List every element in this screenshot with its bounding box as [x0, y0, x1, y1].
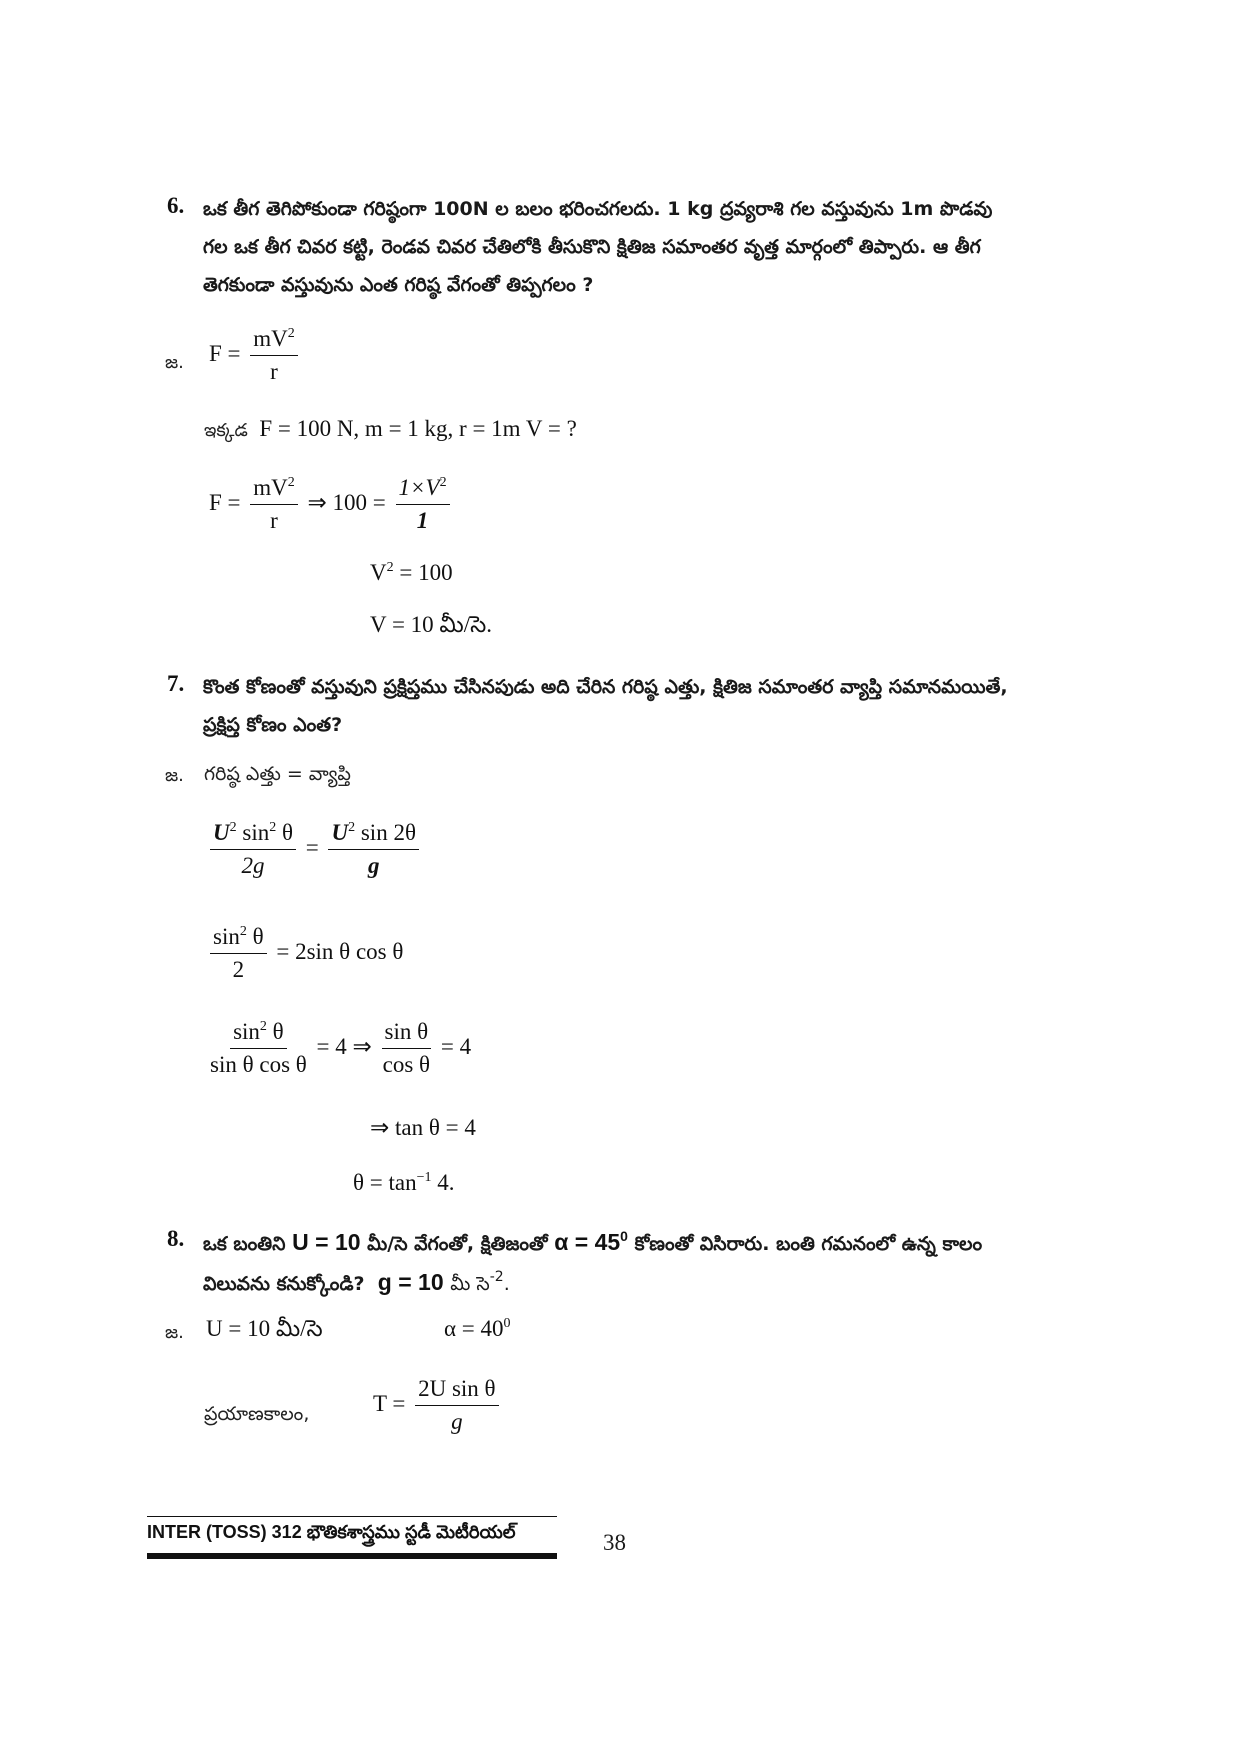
answer-8-label: జ. [165, 1322, 184, 1343]
footer-rule-thick [147, 1553, 557, 1559]
answer-7-intro: గరిష్ఠ ఎత్తు = వ్యాప్తి [204, 763, 351, 785]
answer-6-label: జ. [165, 352, 184, 373]
answer-7-eq1: $\frac{U^2 \sin^2 \theta}{2g}$ = $\frac{U^2 \sin 2\theta}{g}$ [206, 820, 423, 879]
answer-6-given: ఇక్కడ F = 100 N, m = 1 kg, r = 1m V = ? [204, 416, 577, 441]
question-6-line-3: తెగకుండా వస్తువును ఎంత గరిష్ఠ వేగంతో తిప్పగలం ? [203, 274, 594, 296]
answer-7-eq2: $\frac{\sin^2 \theta}{2}$ = 2sin θ cos θ [206, 924, 403, 983]
footer-rule-thin [147, 1516, 557, 1517]
answer-6-v-squared: $V^2 = 100$ [370, 560, 453, 585]
answer-8-u-value: U = 10 మీ/సె [206, 1316, 323, 1341]
question-7-number: 7. [167, 671, 185, 696]
answer-6-formula: F = $\frac{mV^2}{r}$ [209, 326, 302, 385]
answer-7-label: జ. [165, 765, 184, 786]
answer-7-eq4: ⇒ tan θ = 4 [370, 1115, 476, 1140]
question-6-number: 6. [167, 193, 185, 218]
question-8-number: 8. [167, 1226, 185, 1251]
footer-title: INTER (TOSS) 312 భౌతికశాస్త్రము స్టడీ మెటీరియల్ [147, 1522, 516, 1542]
question-8-line-1: ఒక బంతిని U = 10 మీ/సె వేగంతో, క్షితిజంతో $\alpha = 45^0$ కోణంతో విసిరారు. బంతి గమనంలో ఉన్న కాలం [203, 1228, 983, 1255]
answer-6-step: F = $\frac{mV^2}{r}$ ⇒ 100 = $\frac{1\times V^2}{1}$ [209, 475, 454, 534]
question-7-line-1: కొంత కోణంతో వస్తువుని ప్రక్షిప్తము చేసినపుడు అది చేరిన గరిష్ఠ ఎత్తు, క్షితిజ సమాంతర వ్యాప్తి సమానమయితే, [203, 676, 1008, 698]
page-number: 38 [603, 1530, 626, 1555]
answer-7-eq5: $\theta = \tan^{-1} 4$. [353, 1170, 455, 1195]
answer-8-time-label: ప్రయాణకాలం, [204, 1403, 310, 1425]
question-7-line-2: ప్రక్షిప్త కోణం ఎంత? [203, 714, 343, 736]
question-8-line-2: విలువను కనుక్కోండి? g = 10 మీ సె$^{-2}$. [203, 1269, 510, 1295]
answer-8-time-formula: T = $\frac{\text{2U sin θ}}{g}$ [373, 1376, 503, 1435]
answer-8-alpha-value: $\alpha = 40^0$ [444, 1316, 511, 1341]
question-6-line-2: గల ఒక తీగ చివర కట్టి, రెండవ చివర చేతిలోకి తీసుకొని క్షితిజ సమాంతర వృత్త మార్గంలో తిప్పారు. ఆ తీగ [203, 236, 981, 258]
answer-6-result: V = 10 మీ/సె. [370, 612, 493, 637]
question-6-line-1: ఒక తీగ తెగిపోకుండా గరిష్ఠంగా 100N ల బలం భరించగలదు. 1 kg ద్రవ్యరాశి గల వస్తువును 1m పొడవు [203, 198, 993, 220]
answer-7-eq3: $\frac{\sin^2 \theta}{\text{sin θ cos θ}}$ = 4 ⇒ $\frac{\text{sin θ}}{\text{cos θ}}$ = 4 [210, 1019, 472, 1077]
